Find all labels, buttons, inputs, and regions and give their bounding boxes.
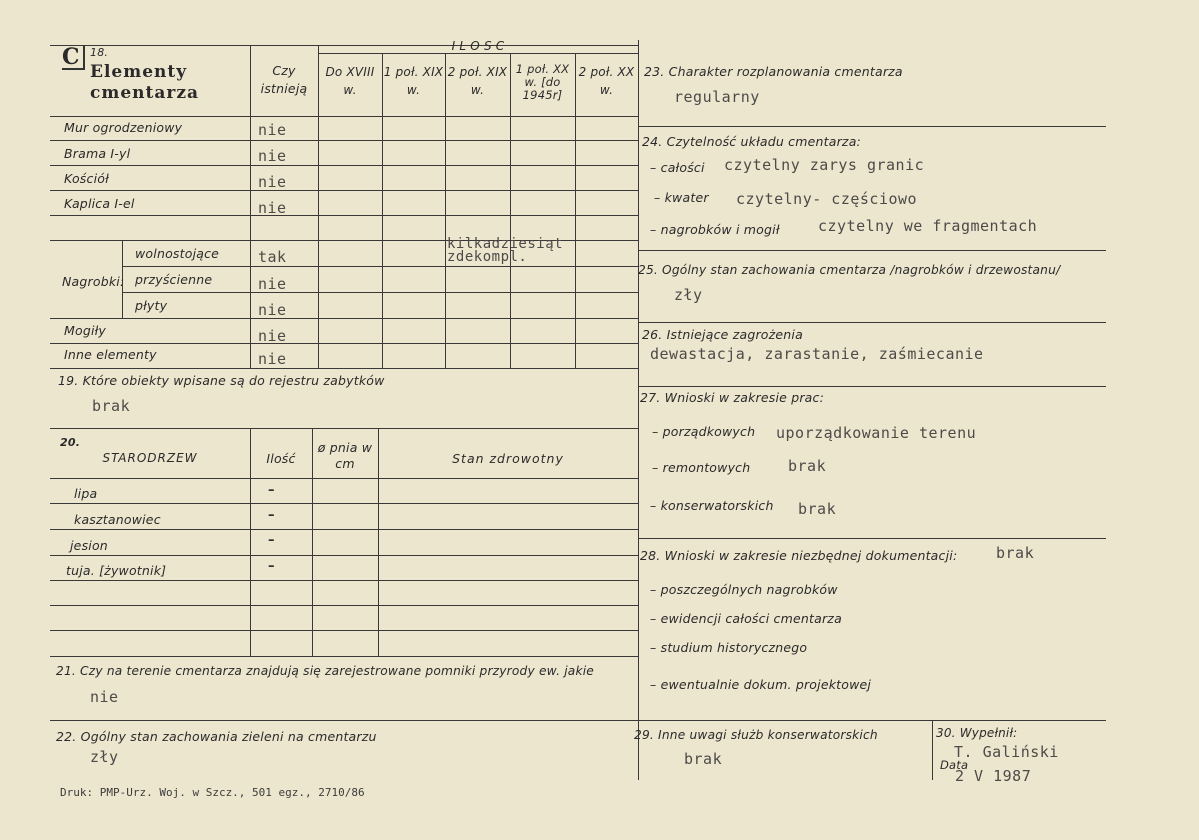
q28-item: – poszczególnych nagrobków xyxy=(650,582,838,597)
tree-count: – xyxy=(268,508,275,523)
tree-count: – xyxy=(268,533,275,548)
q30-label: 30. Wypełnił: xyxy=(936,726,1018,740)
col-czy-istnieja: Czy istnieją xyxy=(260,63,308,96)
q28-item: – ewentualnie dokum. projektowej xyxy=(650,677,872,692)
tree-name: tuja. [żywotnik] xyxy=(66,563,167,578)
q21-answer: nie xyxy=(90,688,119,706)
q23-answer: regularny xyxy=(674,88,760,106)
row-value: nie xyxy=(258,275,287,293)
q30-date-label: Data xyxy=(940,758,969,772)
row-value: nie xyxy=(258,199,287,217)
col-ilosc: I L O S C xyxy=(451,39,505,53)
tree-count: – xyxy=(268,483,275,498)
rule xyxy=(638,386,1106,387)
tree-count: – xyxy=(268,559,275,574)
q27-item-label: – remontowych xyxy=(652,460,751,475)
rule xyxy=(50,656,638,657)
q28-item: – ewidencji całości cmentarza xyxy=(650,611,842,626)
period-col: 2 poł. XX w. xyxy=(578,65,635,97)
row-value: nie xyxy=(258,173,287,191)
q27-item-answer: uporządkowanie terenu xyxy=(776,424,977,442)
rule xyxy=(50,368,638,369)
q26-answer: dewastacja, zarastanie, zaśmiecanie xyxy=(650,345,984,363)
col-pnia: ø pnia w cm xyxy=(317,440,373,471)
nagrobki-note: zdekompl. xyxy=(447,249,528,265)
tree-name: lipa xyxy=(74,486,98,501)
row-label: Mogiły xyxy=(64,323,107,338)
rule xyxy=(50,140,638,141)
row-value: nie xyxy=(258,121,287,139)
col-ilosc-trees: Ilość xyxy=(266,451,296,466)
rule xyxy=(50,478,638,479)
rule xyxy=(50,555,638,556)
rule xyxy=(318,53,638,54)
q24-item-label: – całości xyxy=(650,160,705,175)
rule xyxy=(638,720,1106,721)
q26-label: 26. Istniejące zagrożenia xyxy=(642,327,803,342)
q24-item-answer: czytelny zarys granic xyxy=(724,156,925,174)
q27-item-label: – porządkowych xyxy=(652,424,756,439)
q28-answer: brak xyxy=(996,544,1035,562)
row-value: nie xyxy=(258,301,287,319)
q30-name: T. Galiński xyxy=(954,743,1059,761)
period-col: 2 poł. XIX w. xyxy=(447,65,508,97)
row-label: przyścienne xyxy=(135,272,213,287)
rule xyxy=(50,116,638,117)
rule xyxy=(932,720,933,780)
tree-name: kasztanowiec xyxy=(74,512,161,527)
q23-label: 23. Charakter rozplanowania cmentarza xyxy=(644,64,903,79)
period-col: 1 poł. XX w. [do 1945r] xyxy=(515,62,570,102)
rule xyxy=(638,538,1106,539)
title-line-2: cmentarza xyxy=(90,83,200,103)
q28-label: 28. Wnioski w zakresie niezbędnej dokumentacji: xyxy=(640,548,958,563)
q27-item-answer: brak xyxy=(788,457,827,475)
q25-label: 25. Ogólny stan zachowania cmentarza /nagrobków i drzewostanu/ xyxy=(638,263,1061,277)
section-title xyxy=(90,62,199,104)
rule xyxy=(50,343,638,344)
q19-answer: brak xyxy=(92,397,131,415)
q27-item-label: – konserwatorskich xyxy=(650,498,774,513)
rule xyxy=(382,53,383,368)
rule xyxy=(122,292,638,293)
row-label: Mur ogrodzeniowy xyxy=(64,120,183,135)
q30-date: 2 V 1987 xyxy=(955,767,1032,785)
row-label: Inne elementy xyxy=(64,347,157,362)
q22-answer: zły xyxy=(90,748,119,766)
q22-label: 22. Ogólny stan zachowania zieleni na cmentarzu xyxy=(56,729,377,744)
q20-number: 20. xyxy=(60,436,81,449)
row-label: Brama I-yl xyxy=(64,146,131,161)
rule xyxy=(50,190,638,191)
row-value: tak xyxy=(258,248,287,266)
row-label: wolnostojące xyxy=(135,246,220,261)
rule xyxy=(50,605,638,606)
row-value: nie xyxy=(258,147,287,165)
q28-item: – studium historycznego xyxy=(650,640,808,655)
rule xyxy=(250,45,251,368)
row-label: Kaplica I-el xyxy=(64,196,135,211)
rule xyxy=(50,580,638,581)
rule xyxy=(50,318,638,319)
rule xyxy=(638,40,639,780)
rule xyxy=(50,165,638,166)
rule xyxy=(575,53,576,368)
rule xyxy=(50,503,638,504)
section-letter: C xyxy=(62,46,85,70)
rule xyxy=(445,53,446,368)
period-col: 1 poł. XIX w. xyxy=(383,65,444,97)
row-label: Kościół xyxy=(64,171,109,186)
q25-answer: zły xyxy=(674,286,703,304)
q27-label: 27. Wnioski w zakresie prac: xyxy=(640,390,825,405)
col-starodrzew: STARODRZEW xyxy=(102,451,198,465)
q29-label: 29. Inne uwagi służb konserwatorskich xyxy=(634,728,878,742)
tree-name: jesion xyxy=(70,538,108,553)
rule xyxy=(50,720,638,721)
rule xyxy=(122,266,638,267)
rule xyxy=(638,250,1106,251)
q24-label: 24. Czytelność układu cmentarza: xyxy=(642,134,861,149)
row-label: płyty xyxy=(135,298,168,313)
q21-label: 21. Czy na terenie cmentarza znajdują się zarejestrowane pomniki przyrody ew. jakie xyxy=(56,664,595,678)
nagrobki-label: Nagrobki: xyxy=(62,274,125,289)
q29-answer: brak xyxy=(684,750,723,768)
rule xyxy=(50,529,638,530)
rule xyxy=(50,428,638,429)
q27-item-answer: brak xyxy=(798,500,837,518)
q24-item-answer: czytelny we fragmentach xyxy=(818,217,1038,235)
col-stan: Stan zdrowotny xyxy=(452,451,564,466)
rule xyxy=(638,126,1106,127)
title-line-1: Elementy xyxy=(90,62,188,82)
row-value: nie xyxy=(258,327,287,345)
printer-imprint: Druk: PMP-Urz. Woj. w Szcz., 501 egz., 2710/86 xyxy=(60,786,365,799)
period-col: Do XVIII w. xyxy=(325,65,375,97)
q24-item-label: – kwater xyxy=(654,190,709,205)
rule xyxy=(638,322,1106,323)
q24-item-label: – nagrobków i mogił xyxy=(650,222,780,237)
section-number: 18. xyxy=(90,46,109,59)
rule xyxy=(50,630,638,631)
nagrobki-note: kilkadziesiąt xyxy=(447,236,564,252)
q19-label: 19. Które obiekty wpisane są do rejestru zabytków xyxy=(58,373,385,388)
row-value: nie xyxy=(258,350,287,368)
rule xyxy=(50,215,638,216)
q24-item-answer: czytelny- częściowo xyxy=(736,190,918,208)
